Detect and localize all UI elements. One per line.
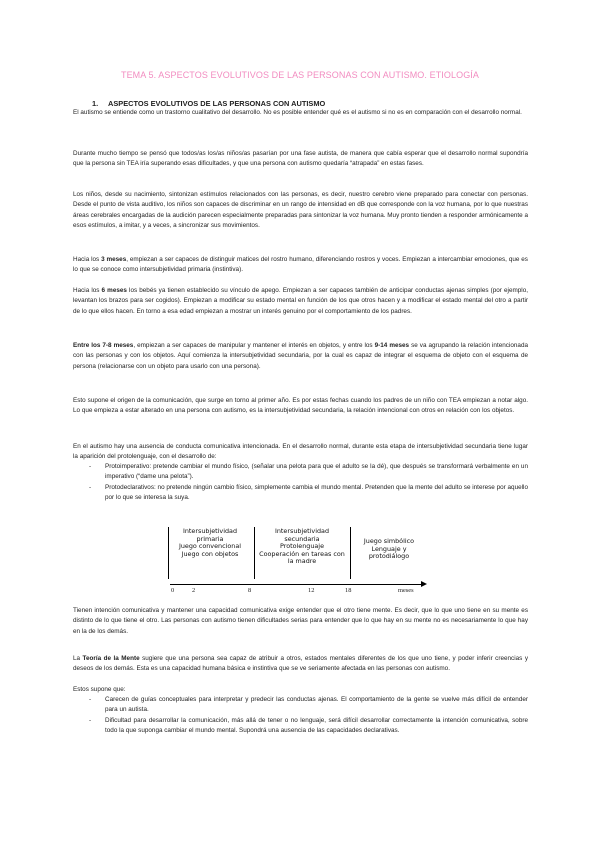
theory-of-mind-list xyxy=(89,695,528,736)
timeline-arrow xyxy=(421,581,427,587)
phase-line: protodiálogo xyxy=(368,552,410,561)
phase-line: la madre xyxy=(287,557,317,566)
phase-line: Cooperación en tareas con xyxy=(259,549,345,558)
list-item xyxy=(89,695,528,716)
paragraph-9: Tienen intención comunicativa y mantener una capacidad comunicativa exige entender que el otro tiene mente. Es decir, que lo que uno tiene en su mente es distinto de lo que tiene el otro. Las personas con autismo tienen dificultades serias para entender que lo que hay en su mente no es necesariamente lo que hay en la de los demás. xyxy=(73,607,528,635)
paragraph-4-text-b: , empiezan a ser capaces de distinguir matices del rostro humano, diferenciando rostros y voces. Empiezan a intercambiar emociones, que es lo que se conoce como intersubjetividad primaria (instintiva). xyxy=(73,256,528,274)
phase-line: Lenguaje y xyxy=(371,544,407,553)
paragraph-6-bold-b: 9-14 meses xyxy=(374,342,410,349)
paragraph-5-text-a: Hacia los xyxy=(73,287,102,294)
paragraph-4 xyxy=(73,255,528,276)
phase-line: Intersubjetividad xyxy=(274,527,329,535)
paragraph-4-text-a: Hacia los xyxy=(73,256,102,263)
timeline-divider xyxy=(168,527,169,579)
paragraph-3: Los niños, desde su nacimiento, sintonizan estímulos relacionados con las personas, es decir, nuestro cerebro viene preparado para conectar con personas. Desde el punto de vista auditivo, los niños son capaces de discriminar en un rango de intensidad en dB que corresponde con la voz humana, por lo que nuestras áreas cerebrales encargadas de la audición parecen especialmente preparadas para sintonizar la voz humana. Muy pronto tienden a responder armónicamente a esos estímulos, a imitar, y a veces, a sincronizar sus movimientos. xyxy=(73,191,528,229)
paragraph-10-text-b: sugiere que una persona sea capaz de atribuir a otros, estados mentales diferentes de los que uno tiene, y poder inferir creencias y deseos de los demás. Esta es una capacidad humana básica e instintiva que se ve seriamente afectada en las personas con autismo. xyxy=(73,655,528,673)
paragraph-5 xyxy=(73,286,528,317)
list-dash: - xyxy=(89,696,92,703)
paragraph-7: Esto supone el origen de la comunicación, que surge en torno al primer año. Es por estas fechas cuando los padres de un niño con TEA empiezan a notar algo. Lo que empieza a estar alterado en una persona con autismo, es la intersubjetividad secundaria, la relación intencional con otros en relación con los objetos. xyxy=(73,397,528,415)
paragraph-8: En el autismo hay una ausencia de conducta comunicativa intencionada. En el desarrollo normal, durante esta etapa de intersubjetividad secundaria tiene lugar la aparición del protolenguaje, con el desarrollo de: xyxy=(73,443,528,461)
list-item-text: Protoimperativo: pretende cambiar el mundo físico, (señalar una pelota para que el adulto se la dé), que después se transformará verbalmente en un imperativo (“dame una pelota”). xyxy=(105,463,528,481)
paragraph-2: Durante mucho tiempo se pensó que todos/as los/as niños/as pasarían por una fase autista, de manera que cabía esperar que el desarrollo normal supondría que la persona sin TEA iría superando esas dificultades, y que una persona con autismo quedaría “atrapada” en estas fases. xyxy=(73,150,528,168)
list-item-text: Dificultad para desarrollar la comunicación, más allá de tener o no lenguaje, será difícil desarrollar correctamente la intención comunicativa, sobre todo la que suponga cambiar el mundo mental. Supondrá una ausencia de las capacidades declarativas. xyxy=(105,716,528,734)
section-heading-text: ASPECTOS EVOLUTIVOS DE LAS PERSONAS CON AUTISMO xyxy=(108,99,326,108)
timeline-tick: 2 xyxy=(192,587,196,594)
timeline-divider xyxy=(350,527,351,579)
section-number: 1. xyxy=(92,99,99,108)
paragraph-11: Estos supone que: xyxy=(73,686,126,693)
paragraph-5-text-b: los bebés ya tienen establecido su vínculo de apego. Empiezan a ser capaces también de anticipar conductas ajenas simples (por ejemplo, levantan los brazos para ser cogidos). Empiezan a modificar su estado mental en función de los que otros hacen y a modificar el estado mental del otro a partir de lo que ellos hacen. En torno a esa edad empiezan a mostrar un interés genuino por el comportamiento de los padres. xyxy=(73,287,528,315)
paragraph-6-text-a: , empiezan a ser capaces de manipular y mantener el interés en objetos, y entre los xyxy=(133,342,375,349)
list-dash: - xyxy=(89,716,92,724)
document-title: TEMA 5. ASPECTOS EVOLUTIVOS DE LAS PERSONAS CON AUTISMO. ETIOLOGÍA xyxy=(120,70,480,80)
paragraph-4-bold: 3 meses xyxy=(101,256,127,263)
paragraph-5-bold: 6 meses xyxy=(101,287,127,294)
timeline-phase-1 xyxy=(170,528,250,558)
timeline-tick: 8 xyxy=(248,587,252,594)
paragraph-6-bold-a: Entre los 7-8 meses xyxy=(73,342,134,349)
list-item-text: Carecen de guías conceptuales para interpretar y predecir las conductas ajenas. El comportamiento de la gente se vuelve más difícil de entender para un autista. xyxy=(105,696,528,714)
phase-line: primaria xyxy=(196,534,224,543)
development-timeline xyxy=(168,525,433,597)
phase-line: Juego convencional xyxy=(178,542,242,551)
paragraph-10-bold: Teoría de la Mente xyxy=(82,655,140,662)
list-item xyxy=(89,483,528,504)
paragraph-10-text-a: La xyxy=(73,655,83,662)
paragraph-6 xyxy=(73,341,528,372)
timeline-phase-2 xyxy=(254,528,350,566)
phase-line: secundaria xyxy=(284,534,320,543)
phase-line: Juego con objetos xyxy=(181,549,239,558)
paragraph-6-text-b: se va agrupando la relación intencionada con las personas y con los objetos. Aquí comienza la intersubjetividad secundaria, por la cual es capaz de integrar el esquema de objeto con el esquema de persona (relacionarse con un objeto para usarlo con una persona). xyxy=(73,342,528,370)
paragraph-1: El autismo se entiende como un trastorno cualitativo del desarrollo. No es posible entender qué es el autismo si no es en comparación con el desarrollo normal. xyxy=(73,109,522,116)
phase-line: Juego simbólico xyxy=(363,537,415,545)
timeline-tick: 18 xyxy=(345,587,352,594)
protolanguage-list xyxy=(89,462,528,503)
list-dash: - xyxy=(89,463,92,470)
timeline-axis xyxy=(170,584,423,585)
list-dash: - xyxy=(89,483,92,491)
timeline-phase-3 xyxy=(352,538,426,561)
phase-line: Protolenguaje xyxy=(279,542,325,551)
timeline-tick: 12 xyxy=(308,587,315,594)
list-item xyxy=(89,462,528,483)
paragraph-10 xyxy=(73,654,528,675)
list-item xyxy=(89,716,528,737)
phase-line: Intersubjetividad xyxy=(182,527,237,535)
list-item-text: Protodeclarativos: no pretende ningún cambio físico, simplemente cambia el mundo mental. Pretenden que la mente del adulto se interese por aquello por lo que se interesa la suya. xyxy=(105,483,528,501)
section-heading xyxy=(92,99,325,108)
timeline-tick: 0 xyxy=(171,587,175,594)
timeline-unit: meses xyxy=(398,587,414,594)
